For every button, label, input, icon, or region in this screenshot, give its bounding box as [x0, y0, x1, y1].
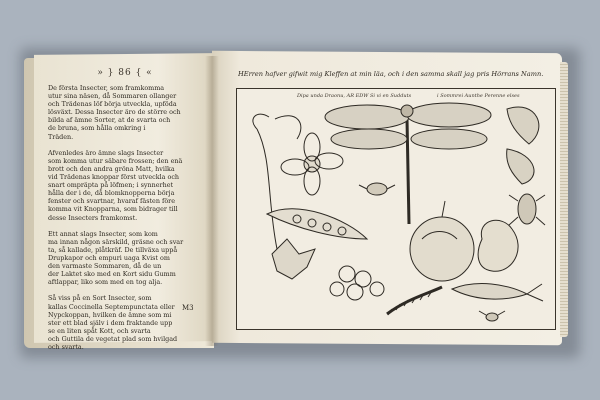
small-insect-drawing — [479, 311, 505, 321]
left-page-header: » } 86 { « — [97, 68, 153, 78]
plate-caption-top-left: Dipa unda Draonu, AR EDW Si vi en Sudduts — [297, 93, 412, 99]
book-gutter — [205, 56, 219, 346]
right-page-header: HErren hafver gifwit mig Kleffen at min läa, och i den samma skall jag pris Hörrans Namn. — [238, 70, 544, 78]
woodcut-illustration — [237, 89, 555, 329]
beetle-drawing — [509, 194, 545, 225]
berries-drawing — [330, 266, 384, 300]
grape-leaf-drawing — [272, 239, 315, 279]
pea-pod-drawing — [267, 209, 367, 239]
page-edge — [560, 62, 568, 337]
butterfly-drawing — [507, 107, 539, 184]
apple-drawing — [410, 201, 474, 281]
centipede-drawing — [387, 287, 442, 315]
woodcut-plate — [236, 88, 556, 330]
plate-caption-top-right: i Sommrei Aunthe Perenne elses — [437, 93, 520, 99]
bug-drawing — [359, 183, 395, 195]
pear-drawing — [478, 220, 518, 271]
crayfish-drawing — [452, 284, 543, 301]
stem-drawing — [253, 114, 301, 249]
left-page-body-text: De första Insecter, som framkomma utur sina näsen, då Sommaren ollanger och Trädenas löf börja utveckla, upföda lösväxt. Dessa Insecter äro de större och bilda af ämne Sorter, at de svarta och de bruna, som hålla omkring i Träden. Afvenledes äro ämne slags Insecter som komma utur säbare frossen; den enä brott och den andra gröna Matt, hvilka vid Trädenas knoppar först utveckla och snart ompräpta på löfmen; i synnerhet hålla der i de, då blomknopperna börja fenster och svartnar, hvaraf fästen före komma vit Knopparna, som bidrager till desse Insecters framkomst. Ett annat slags Insecter, som kom ma innan någon särskild, gräsne och svar ta, så kallade, plåtkräf. De tillväxa uppå Drupkapor och empuri uaga Kvist om den varmaste Sommaren, då de un der Laktet sko med en Kort sidu Gumm aftlappar, liko som med en tog alja. Så viss på en Sort Insecter, som kallas Coccinella Septempunctata eller Nypckoppan, hvilken de ämne som mi ster ett blad själv i dem fraktande upp se en liten spåt Kott, och svarta och Guttila de vegetat plad som hvilgad och svarta. — [48, 84, 184, 351]
dragonfly-drawing — [325, 103, 491, 224]
left-page-catchword: M3 — [182, 304, 194, 312]
